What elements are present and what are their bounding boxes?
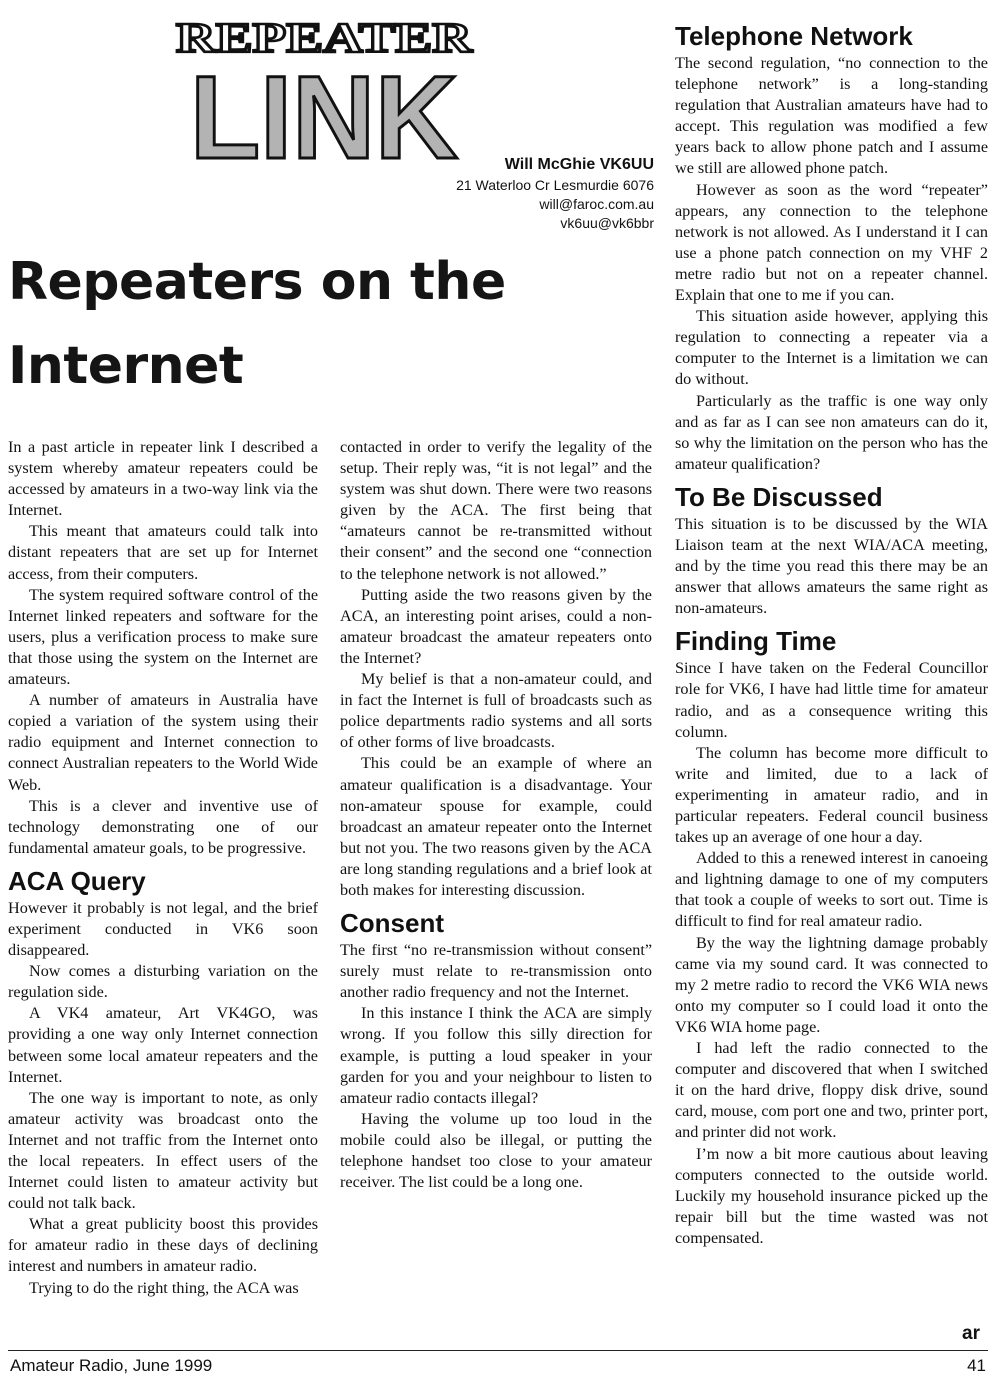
paragraph: What a great publicity boost this provides for amateur radio in these days of declining interest and numbers in amateur radio. <box>8 1215 318 1276</box>
paragraph: I’m now a bit more cautious about leaving computers connected to the outside world. Luckily my household insurance picked up the repair bill but the time wasted was not compensated. <box>675 1144 988 1247</box>
paragraph: Since I have taken on the Federal Councillor role for VK6, I have had little time for amateur radio, and as a consequence writing this column. <box>675 659 988 741</box>
paragraph: This situation aside however, applying this regulation to connecting a repeater via a computer to the Internet is a limitation we can do without. <box>675 307 988 389</box>
repeater-link-logo <box>168 14 480 164</box>
heading-to-be-discussed: To Be Discussed <box>675 481 883 512</box>
author-packet-address: vk6uu@vk6bbr <box>560 215 654 231</box>
heading-finding-time: Finding Time <box>675 626 837 657</box>
heading-aca-query: ACA Query <box>8 865 146 896</box>
paragraph: By the way the lightning damage probably came via my sound card. It was connected to my 2 metre radio to record the VK6 WIA news onto my computer so I could load it onto the VK6 WIA home page. <box>675 933 988 1036</box>
column-3 <box>675 20 988 1249</box>
column-1 <box>8 437 318 1299</box>
paragraph: The system required software control of the Internet linked repeaters and software for the users, plus a verification process to make sure that those using the system on the Internet are amateurs. <box>8 585 318 689</box>
author-email: will@faroc.com.au <box>539 196 654 212</box>
footer-page-number: 41 <box>967 1356 986 1375</box>
logo-link-text: LINK <box>190 52 458 164</box>
paragraph: Having the volume up too loud in the mobile could also be illegal, or putting the telephone handset too close to your amateur receiver. The list could be a long one. <box>340 1109 652 1192</box>
logo-repeater-text: REPEATER <box>176 16 473 62</box>
column-2 <box>340 437 652 1193</box>
paragraph: Putting aside the two reasons given by the ACA, an interesting point arises, could a non-amateur broadcast the amateur repeaters onto the Internet? <box>340 585 652 667</box>
paragraph: My belief is that a non-amateur could, and in fact the Internet is full of broadcasts such as police departments radio systems and all sorts of other forms of live broadcasts. <box>340 670 652 752</box>
paragraph: This meant that amateurs could talk into distant repeaters that are set up for Internet access, from their computers. <box>8 522 318 583</box>
author-name: Will McGhie VK6UU <box>504 156 654 173</box>
paragraph: The one way is important to note, as only amateur activity was broadcast onto the Internet and not traffic from the Internet onto the local repeaters. In effect users of the Internet could listen to amateur activity but could not talk back. <box>8 1088 318 1213</box>
paragraph: This is a clever and inventive use of technology demonstrating one of our fundamental amateur goals, to be progressive. <box>8 796 318 857</box>
paragraph: In a past article in repeater link I described a system whereby amateur repeaters could be accessed by amateurs in a two-way link via the Internet. <box>8 438 318 520</box>
paragraph: Now comes a disturbing variation on the regulation side. <box>8 962 318 1002</box>
paragraph: A VK4 amateur, Art VK4GO, was providing a one way only Internet connection between some local amateur repeaters and the Internet. <box>8 1004 318 1086</box>
paragraph: contacted in order to verify the legality of the setup. Their reply was, “it is not legal” and the system was shut down. There were two reasons given by the ACA. The first being that “amateurs cannot be re-transmitted without their consent” and the second one “connection to the telephone network is not allowed.” <box>340 438 652 583</box>
paragraph: This could be an example of where an amateur qualification is a disadvantage. Your non-amateur spouse for example, could broadcast an amateur repeater onto the Internet but not you. The two reasons given by the ACA are long standing regulations and a brief look at both makes for interesting discussion. <box>340 754 652 899</box>
footer-publication: Amateur Radio, June 1999 <box>10 1356 213 1375</box>
article-end-mark: ar <box>962 1323 980 1344</box>
heading-consent: Consent <box>340 908 444 939</box>
paragraph: The first “no re-transmission without consent” surely must relate to re-transmission onto another radio frequency and not the Internet. <box>340 941 652 1002</box>
paragraph: The second regulation, “no connection to the telephone network” is a long-standing regulation that Australian amateurs have had to accept. This regulation was modified a few years back to allow phone patch and I assume we still are allowed phone patch. <box>675 54 988 178</box>
heading-telephone-network: Telephone Network <box>675 21 913 51</box>
headline-line-1: Repeaters on the <box>8 252 506 312</box>
paragraph: The column has become more difficult to write and limited, due to a lack of experimenting in amateur radio, and in particular repeaters. Federal council business takes up an average of one hour a day. <box>675 743 988 847</box>
author-byline <box>380 154 654 233</box>
article-headline <box>8 240 648 408</box>
paragraph: This situation is to be discussed by the WIA Liaison team at the next WIA/ACA meeting, and by the time you read this there may be an answer that allows amateurs the same right as non-amateurs. <box>675 514 988 618</box>
paragraph: Particularly as the traffic is one way only and as far as I can see non amateurs can do it, so why the limitation on the person who has the amateur qualification? <box>675 391 988 473</box>
paragraph: I had left the radio connected to the computer and discovered that when I switched it on the hard drive, floppy disk drive, sound card, mouse, com port one and two, printer port, and printer did not work. <box>675 1039 988 1142</box>
paragraph: However as soon as the word “repeater” appears, any connection to the telephone network is not allowed. As I understand it I can use a phone patch connection on my VHF 2 metre radio but not on a repeater channel. Explain that one to me if you can. <box>675 180 988 305</box>
author-address: 21 Waterloo Cr Lesmurdie 6076 <box>456 177 654 193</box>
paragraph: However it probably is not legal, and the brief experiment conducted in VK6 soon disappeared. <box>8 898 318 960</box>
paragraph: Added to this a renewed interest in canoeing and lightning damage to one of my computers that took a couple of weeks to sort out. Time is difficult to find for real amateur radio. <box>675 849 988 931</box>
paragraph: A number of amateurs in Australia have copied a variation of the system using their radio equipment and Internet connection to connect Australian repeaters to the World Wide Web. <box>8 691 318 794</box>
footer-rule <box>8 1350 988 1351</box>
paragraph: Trying to do the right thing, the ACA was <box>29 1278 299 1297</box>
headline-line-2: Internet <box>8 336 244 396</box>
paragraph: In this instance I think the ACA are simply wrong. If you follow this silly direction for example, is putting a loud speaker in your garden for you and your neighbour to listen to amateur radio contacts illegal? <box>340 1004 652 1107</box>
